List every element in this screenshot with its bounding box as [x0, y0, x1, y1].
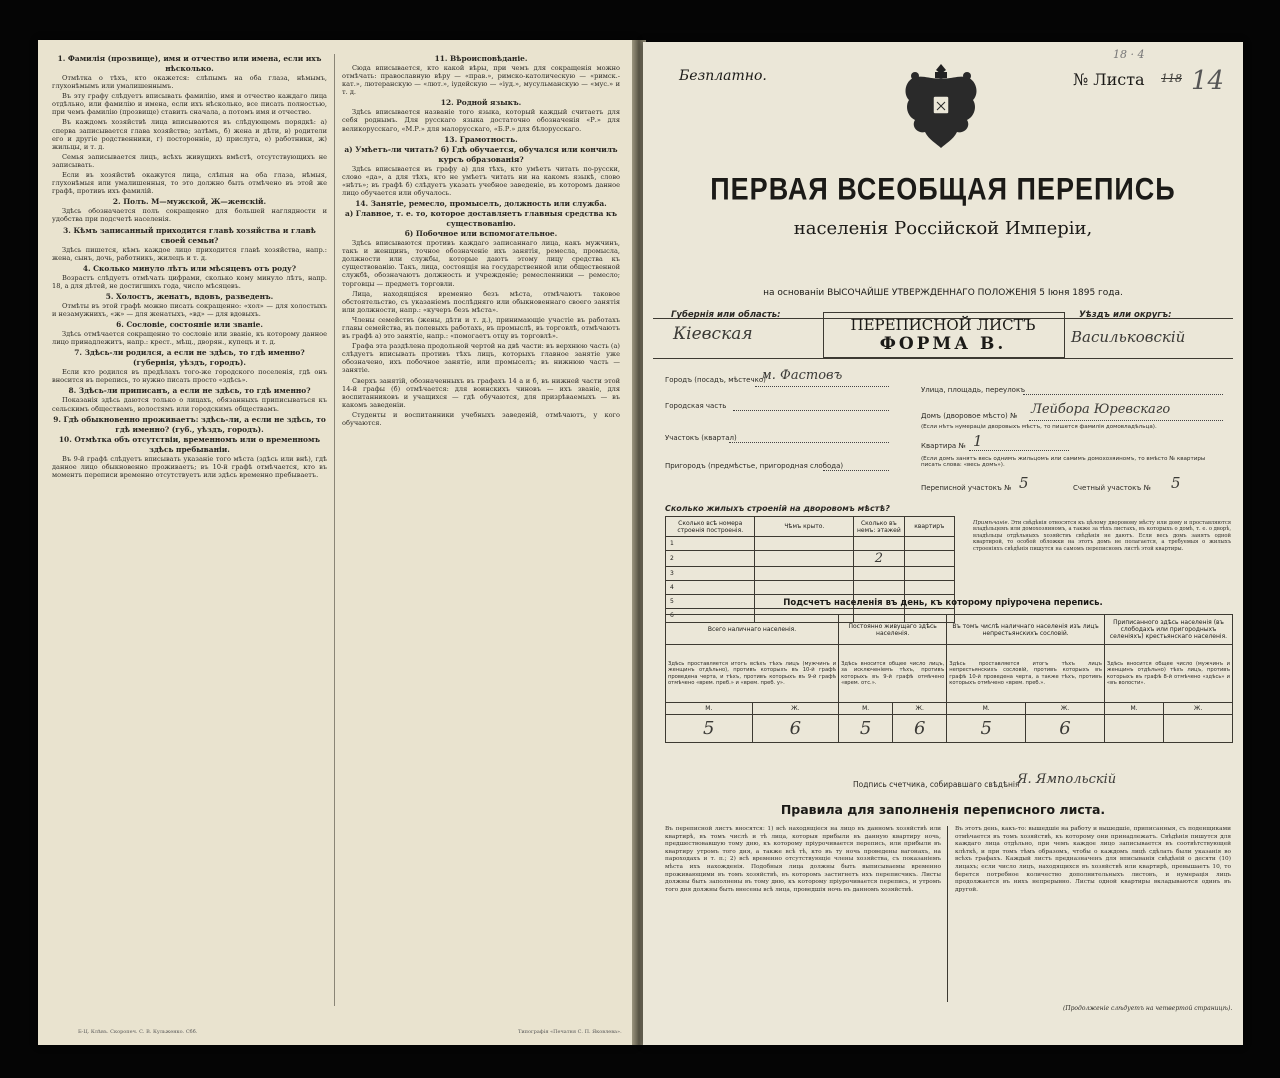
female-label: Ж. [752, 703, 839, 715]
table-row: 3 [666, 567, 755, 581]
note-title: Примѣчаніе. [973, 520, 1010, 526]
count-district-value: 5 [1171, 474, 1181, 492]
female-label: Ж. [893, 703, 947, 715]
instruction-heading: 4. Сколько минуло лѣтъ или мѣсяцевъ отъ роду? [82, 263, 297, 273]
gubernia-value: Кіевская [673, 324, 753, 344]
population-count-table [665, 614, 1233, 743]
table-row: 4 [666, 581, 755, 595]
city-label: Городъ (посадъ, мѣстечко) [665, 376, 766, 384]
instruction-paragraph: Сюда вписывается, кто какой вѣры, при чемъ для сокращенія можно отмѣчать: православную вѣру — «прав.», римско-католическую — «римск.-кат.», лютеранскую — «лют.», іудейскую — «іуд.», мусульманскую — «мус.» и т. д. [342, 64, 620, 97]
census-subtitle: населенія Россійской Имперіи, [793, 218, 1093, 239]
count-text-registered: Здѣсь вносится общее число (мужчинъ и женщинъ отдѣльно) тѣхъ лицъ, противъ которыхъ въ графѣ 8-й отмѣчено «здѣсь» и «въ волости». [1104, 645, 1232, 703]
count-text-non-peasant: Здѣсь проставляется итогъ тѣхъ лицъ непрестьянскихъ сословій, противъ которыхъ въ графѣ 10-й проведена черта, а также тѣхъ, противъ которыхъ отмѣчено «врем. преб.». [947, 645, 1105, 703]
instruction-paragraph: Сверхъ занятій, обозначенныхъ въ графахъ 14 а и б, въ нижней части этой 14-й графы (б) отмѣчается: для воинскихъ чиновъ — ихъ званіе, для воспитанниковъ и учащихся — гдѣ обучаются, для призрѣваемыхъ — въ какомъ заведеніи. [342, 376, 620, 409]
instruction-heading: 11. Вѣроисповѣданіе. [434, 54, 528, 63]
instruction-paragraph: Здѣсь вписываются противъ каждаго записаннаго лица, какъ мужчинъ, такъ и женщинъ, точное обозначеніе ихъ занятія, ремесла, промысла, должности или службы, которые даютъ этому лицу средства къ существованію. Такъ, лица, состоящія на государственной или общественной службѣ, обозначаютъ должность и учрежденіе; ремесленники — ремесло; торговцы — предметъ торговли. [342, 239, 620, 288]
count-nonpeasant-male: 5 [947, 715, 1026, 743]
uezd-value: Васильковскій [1071, 328, 1186, 346]
instruction-heading: 13. Грамотность. [444, 134, 518, 144]
table-row: 2 [666, 551, 755, 567]
instruction-paragraph: Въ эту графу слѣдуетъ вписывать фамилію, имя и отчество каждаго лица отдѣльно, или фамилію и имена, если ихъ нѣсколько, все писать полностью, при чемъ фамилію (прозвище) ставить сначала, а потомъ имя и отчество. [52, 92, 327, 117]
population-count-title: Подсчетъ населенія въ день, къ которому пріурочена перепись. [783, 598, 1103, 608]
instruction-paragraph: Если кто родился въ предѣлахъ того-же городского поселенія, гдѣ онъ вносится въ перепись, то нужно писать просто «здѣсь». [52, 368, 327, 385]
signature-value: Я. Ямпольскій [1017, 772, 1117, 787]
male-label: М. [1104, 703, 1163, 715]
city-value: м. Фастовъ [761, 368, 843, 383]
instruction-paragraph: Если въ хозяйствѣ окажутся лица, слѣпыя на оба глаза, нѣмыя, глухонѣмыя или умалишенныя, то это должно быть отмѣчено въ этой же графѣ, противъ ихъ фамилій. [52, 171, 327, 196]
instruction-paragraph: Здѣсь отмѣчается сокращенно то сословіе или званіе, къ которому данное лицо принадлежитъ, напр.: крест., мѣщ., дворян., купецъ и т. д. [52, 330, 327, 347]
city-part-label: Городская часть [665, 402, 727, 410]
instruction-heading: 2. Полъ. М—мужской, Ж—женскій. [112, 197, 267, 207]
instruction-paragraph: Въ 9-й графѣ слѣдуетъ вписывать указаніе того мѣста (здѣсь или внѣ), гдѣ данное лицо обыкновенно проживаетъ; въ 10-й графѣ отмѣчается, кто въ моментъ переписи временно отсутствуетъ или здѣсь временно пребываетъ. [52, 454, 327, 479]
census-district-value: 5 [1019, 474, 1029, 492]
rules-continued: (Продолженіе слѣдуетъ на четвертой страницѣ). [1063, 1005, 1233, 1012]
apartment-label: Квартира № [921, 442, 966, 450]
count-district-label: Счетный участокъ № [1073, 484, 1151, 492]
sheet-number-value: 118 [1161, 72, 1182, 85]
instruction-paragraph: Здѣсь вписывается названіе того языка, который каждый считаетъ для себя роднымъ. Для русскаго языка достаточно обозначенія «Р.» для великорусскаго, «М.Р.» для малорусскаго, «Б.Р.» для бѣлорусскаго. [342, 108, 620, 133]
census-title: ПЕРВАЯ ВСЕОБЩАЯ ПЕРЕПИСЬ [710, 171, 1176, 207]
uchastok-label: Участокъ (квартал) [665, 434, 737, 442]
buildings-question: Сколько жилыхъ строеній на дворовомъ мѣстѣ? [665, 504, 890, 513]
gubernia-label: Губернія или область: [671, 310, 781, 320]
instruction-heading: 14. Занятіе, ремесло, промыселъ, должность или служба. [355, 199, 607, 209]
rules-text-right: Въ этотъ день, какъ-то: вышедшіе на работу и вышедшіе, приписанныя, съ поденщиками отмѣчается въ томъ хозяйствѣ, къ которому они принадлежатъ. Свѣдѣнія пишутся для каждаго лица отдѣльно, при чемъ каждое лицо записывается въ соотвѣтствующей клѣткѣ, и при томъ тѣмъ образомъ, чтобы о каждомъ лицѣ сдѣлать были указанія во всѣхъ графахъ. Каждый листъ предназначенъ для вписыванія свѣдѣній о десяти (10) лицахъ; если число лицъ, находящихся въ хозяйствѣ или квартирѣ, превышаетъ 10, то берется потребное количество дополнительныхъ листовъ, и нумерація лицъ продолжается въ нихъ непрерывно. Листы одной квартиры вкладываются одинъ въ другой. [955, 826, 1231, 893]
count-present-female: 6 [752, 715, 839, 743]
count-head-permanent: Постоянно живущаго здѣсь населенія. [839, 615, 947, 645]
bld-head-number: Сколько всѣ номера строенія построенія. [666, 517, 755, 537]
instruction-heading: 6. Сословіе, состояніе или званіе. [116, 320, 263, 330]
legal-basis: на основаніи ВЫСОЧАЙШЕ УТВЕРЖДЕННАГО ПОЛОЖЕНІЯ 5 Іюня 1895 года. [763, 288, 1123, 298]
suburb-label: Пригородъ (предмѣстье, пригородная слобода) [665, 462, 844, 470]
apartment-value: 1 [973, 432, 983, 450]
pencil-note: 18 · 4 [1113, 48, 1145, 61]
count-permanent-male: 5 [839, 715, 893, 743]
instruction-paragraph: Здѣсь вписывается въ графу а) для тѣхъ, кто умѣетъ читать по-русски, слово «да», а для тѣхъ, кто не умѣетъ читать ни на какомъ языкѣ, слово «нѣтъ»; въ графѣ б) слѣдуетъ указать учебное заведеніе, въ которомъ данное лицо обучается или обучалось. [342, 164, 620, 197]
uezd-label: Уѣздъ или округъ: [1079, 310, 1172, 320]
bld-head-apartments: квартиръ [904, 517, 954, 537]
count-text-present: Здѣсь проставляется итогъ всѣхъ тѣхъ лицъ (мужчинъ и женщинъ отдѣльно), противъ которыхъ въ 10-й графѣ проведена черта, и тѣхъ, противъ которыхъ въ 9-й графѣ отмѣчено «врем. преб.» и «врем. преб. у». [666, 645, 839, 703]
form-label: ФОРМА В. [879, 334, 1007, 354]
table-row: 1 [666, 537, 755, 551]
female-label: Ж. [1164, 703, 1233, 715]
male-label: М. [947, 703, 1026, 715]
instruction-heading: 1. Фамилія (прозвище), имя и отчество или имена, если ихъ нѣсколько. [57, 54, 322, 73]
instruction-heading: 3. Кѣмъ записанный приходится главѣ хозяйства и главѣ своей семьи? [63, 225, 316, 245]
instructions-column-2 [342, 54, 620, 1004]
instructions-column-1 [52, 54, 327, 1004]
male-label: М. [666, 703, 753, 715]
instruction-heading: 7. Здѣсь-ли родился, а если не здѣсь, то гдѣ именно? (губернія, уѣздъ, городъ). [74, 348, 305, 368]
instruction-heading: б) Побочное или вспомогательное. [404, 229, 558, 239]
table-row: 5 [666, 595, 755, 609]
instruction-paragraph: Отмѣты въ этой графѣ можно писать сокращенно: «хол» — для холостыхъ и незамужнихъ, «ж» — для женатыхъ, «вд» — для вдовыхъ. [52, 301, 327, 318]
count-registered-female [1164, 715, 1233, 743]
instruction-paragraph: Въ каждомъ хозяйствѣ лица вписываются въ слѣдующемъ порядкѣ: а) сперва записывается глава хозяйства; затѣмъ, б) жена и дѣти, в) родители его и другіе родственники, г) посторонніе, д) прислуга, е) работники, ж) жильцы, и т. д. [52, 118, 327, 151]
imperial-eagle-emblem [901, 60, 981, 152]
instruction-paragraph: Здѣсь обозначается полъ сокращенно для большей наглядности и удобства при подсчетѣ населенія. [52, 207, 327, 224]
count-nonpeasant-female: 6 [1026, 715, 1105, 743]
instruction-paragraph: Лица, находящіяся временно безъ мѣста, отмѣчаютъ таковое обстоятельство, съ указаніемъ послѣдняго или обыкновеннаго своего занятія или должности, напр.: «кучеръ безъ мѣста». [342, 289, 620, 314]
sheet-number-correction: 14 [1191, 66, 1225, 96]
count-head-registered: Приписанного здѣсь населенія (въ слободахъ или пригородныхъ селеніяхъ) крестьянскаго населенія. [1104, 615, 1232, 645]
instruction-paragraph: Студенты и воспитанники учебныхъ заведеній, отмѣчаютъ, у кого обучаются. [342, 410, 620, 427]
floors-value: 2 [854, 551, 904, 567]
instruction-heading: 9. Гдѣ обыкновенно проживаетъ: здѣсь-ли, а если не здѣсь, то гдѣ именно? (губ., уѣздъ, городъ). [53, 414, 326, 434]
free-label: Безплатно. [679, 68, 767, 84]
instruction-paragraph: Возрастъ слѣдуетъ отмѣчать цифрами, сколько кому минуло лѣтъ, напр. 18, а для дѣтей, не достигшихъ года, число мѣсяцевъ. [52, 273, 327, 290]
house-label: Домъ (дворовое мѣсто) № [921, 412, 1018, 420]
signature-label: Подпись счетчика, собиравшаго свѣдѣнія [853, 780, 1020, 789]
note-text: Эти свѣдѣнія относятся къ цѣлому дворовому мѣсту или дому и проставляются владѣльцемъ или домохозяиномъ, а также за тѣхъ листахъ, въ которыхъ о домѣ, т. е. о дворѣ, владѣльцы отдѣльныхъ хозяйствъ свѣдѣнія не даютъ. Если весь домъ занятъ одной квартирой, то особой обложки на этотъ домъ не полагается, а требуемыя о жилыхъ строеніяхъ свѣдѣнія пишутся на самомъ переписномъ листѣ этой квартиры. [973, 520, 1231, 552]
bld-head-roof: Чѣмъ крыто. [755, 517, 854, 537]
rules-text-left: Въ переписной листъ вносятся: 1) всѣ находящіеся на лицо въ данномъ хозяйствѣ или квартирѣ, въ томъ числѣ и тѣ лица, которыя прибыли въ данную квартиру ночь, предшествовавшую тому дню, къ которому пріурочивается перепись, или прибыли въ квартиру утромъ того дня, а также всѣ тѣ, кто въ ту ночь проведены вагонахъ, на пароходахъ и т. п.; 2) всѣ временно отсутствующіе члены хозяйства, съ показаніемъ мѣста ихъ нахожденія. Подобныя лица должны быть выписываемы временно проживающими въ томъ хозяйствѣ, въ которомъ застигнетъ ихъ переписчикъ. Листы должны быть заполнены въ тому дню, къ которому пріурочивается перепись, и утромъ того дня должны быть внесены всѣ лица, проведшія ночь въ данномъ хозяйствѣ. [665, 826, 941, 893]
male-label: М. [839, 703, 893, 715]
instruction-paragraph: Отмѣтка о тѣхъ, кто окажется: слѣпымъ на оба глаза, нѣмымъ, глухонѣмымъ или умалишеннымъ. [52, 74, 327, 91]
apartment-note: (Если домъ занятъ весь однимъ жильцомъ или самимъ домохозяиномъ, то вмѣсто № квартиры писать слова: «весь домъ»). [921, 456, 1206, 468]
printer-imprint-left: Б-Ц. Клѣвъ. Скоропеч. С. В. Кульженко. Сбб. [78, 1029, 198, 1035]
house-value: Лейбора Юревскаго [1031, 402, 1171, 417]
sheet-title: ПЕРЕПИСНОЙ ЛИСТЪ [850, 316, 1036, 334]
instruction-paragraph: Показанія здѣсь даются только о лицахъ, обязанныхъ приписываться къ сельскимъ обществамъ, волостямъ или городскимъ обществамъ. [52, 396, 327, 413]
sheet-number-label: № Листа [1073, 70, 1145, 89]
instruction-paragraph: Здѣсь пишется, кѣмъ каждое лицо приходится главѣ хозяйства, напр.: жена, сынъ, дочь, работникъ, жилецъ и т. д. [52, 245, 327, 262]
printer-imprint-right: Типографія «Печатня С. П. Яковлева». [518, 1029, 622, 1035]
count-text-permanent: Здѣсь вносится общее число лицъ, за исключеніемъ тѣхъ, противъ которыхъ въ 9-й графѣ отмѣчено «врем. отс.». [839, 645, 947, 703]
instruction-heading: 5. Холостъ, женатъ, вдовъ, разведенъ. [105, 291, 274, 301]
instruction-heading: 12. Родной языкъ. [440, 98, 522, 108]
instruction-paragraph: Члены семействъ (жены, дѣти и т. д.), принимающіе участіе въ работахъ главы семейства, въ полевыхъ работахъ, въ промыслѣ, въ торговлѣ, отмѣчаютъ въ графѣ а) это занятіе, напр.: «помогаетъ отцу въ торговлѣ». [342, 315, 620, 341]
count-present-male: 5 [666, 715, 753, 743]
instruction-heading: 8. Здѣсь-ли приписанъ, а если не здѣсь, то гдѣ именно? [68, 386, 311, 396]
street-label: Улица, площадь, переулокъ [921, 386, 1026, 394]
house-note: (Если нѣтъ нумераціи дворовыхъ мѣстъ, то пишется фамилія домовладѣльца). [921, 424, 1157, 430]
count-head-non-peasant: Въ томъ числѣ наличнаго населенія изъ лицъ непрестьянскихъ сословій. [947, 615, 1105, 645]
rules-title: Правила для заполненія переписного листа. [780, 802, 1106, 817]
instruction-heading: а) Главное, т. е. то, которое доставляетъ главныя средства къ существованію. [344, 209, 618, 229]
buildings-note [973, 520, 1231, 552]
instruction-heading: а) Умѣетъ-ли читать? б) Гдѣ обучается, обучался или кончилъ курсъ образованія? [344, 144, 618, 164]
count-head-present: Всего наличнаго населенія. [666, 615, 839, 645]
bld-head-floors: Сколько въ немъ: этажей [854, 517, 904, 537]
instruction-heading: 10. Отмѣтка объ отсутствіи, временномъ или о временномъ здѣсь пребываніи. [58, 434, 321, 454]
female-label: Ж. [1026, 703, 1105, 715]
count-permanent-female: 6 [893, 715, 947, 743]
census-form-page [643, 42, 1243, 1045]
table-row: 6 [666, 609, 755, 623]
instruction-paragraph: Семья записывается лицъ, всѣхъ живущихъ вмѣстѣ, отсутствующихъ не записывать. [52, 152, 327, 169]
instructions-page [38, 40, 636, 1045]
count-registered-male [1104, 715, 1163, 743]
column-divider [334, 54, 335, 1006]
instruction-paragraph: Графа эта раздѣлена продольной чертой на двѣ части: въ верхнюю часть (а) слѣдуетъ вписывать противъ тѣхъ лицъ, которыхъ главное занятіе уже обозначено, ихъ побочное занятіе, или промыселъ; въ нижнюю часть — занятіе. [342, 342, 620, 375]
census-district-label: Переписной участокъ № [921, 484, 1012, 492]
